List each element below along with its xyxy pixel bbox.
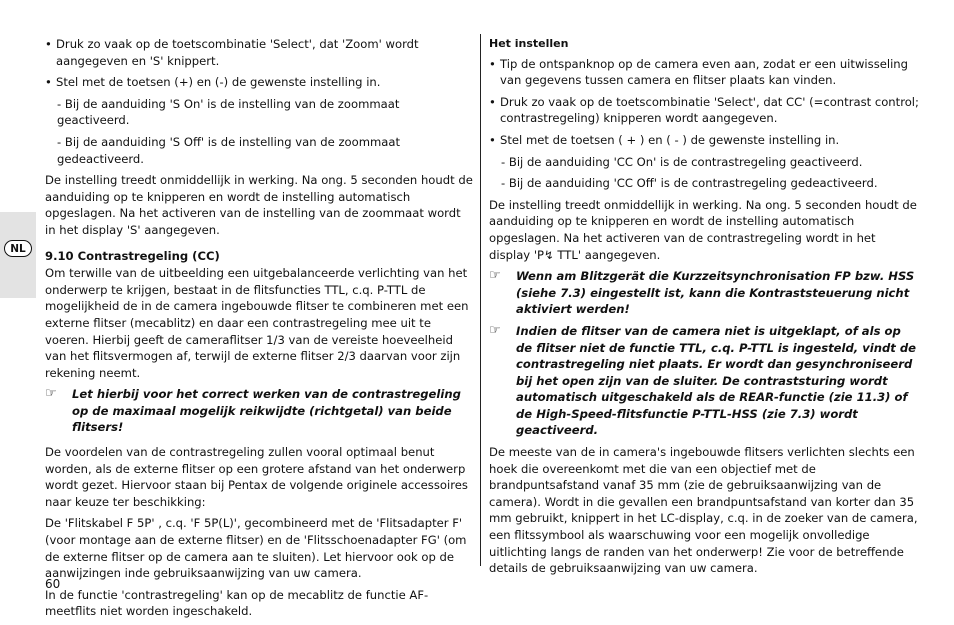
- bullet-icon: •: [45, 37, 52, 51]
- note: [45, 386, 473, 436]
- dash-item: - Bij de aanduiding 'CC On' is de contrastregeling geactiveerd.: [501, 154, 863, 169]
- page-number: 60: [45, 577, 61, 591]
- dash-item: - Bij de aanduiding 'S Off' is de instelling van de zoommaat gedeactiveerd.: [57, 134, 401, 166]
- list-item: [489, 56, 919, 89]
- left-column: [45, 36, 473, 625]
- list-item: [45, 74, 473, 91]
- note: [489, 268, 919, 318]
- paragraph: In de functie 'contrastregeling' kan op de mecablitz de functie AF-meetflits niet worden ingeschakeld.: [45, 587, 429, 619]
- subheading: Het instellen: [489, 37, 569, 50]
- dash-item: - Bij de aanduiding 'S On' is de instelling van de zoommaat geactiveerd.: [57, 96, 400, 128]
- note-text: Let hierbij voor het correct werken van de contrastregeling op de maximaal mogelijk reikwijdte (richtgetal) van beide flitsers!: [72, 387, 461, 435]
- note-text: Wenn am Blitzgerät die Kurzzeitsynchronisation FP bzw. HSS (siehe 7.3) eingestellt ist, kann die Kontraststeuerung nicht aktiviert werden!: [516, 269, 915, 317]
- section-heading: 9.10 Contrastregeling (CC): [45, 248, 220, 263]
- paragraph: De 'Flitskabel F 5P' , c.q. 'F 5P(L)', gecombineerd met de 'Flitsadapter F' (voor montage aan de externe flitser) en de 'Flitsschoenadapter FG' (om de externe flitser op de camera aan te sluiten). Let hiervoor ook op de aanwijzingen inde gebruiksaanwijzing van uw camera.: [45, 516, 467, 581]
- paragraph: De meeste van de in camera's ingebouwde flitsers verlichten slechts een hoek die overeenkomt met die van een objectief met de brandpuntsafstand vanaf 35 mm (zie de gebruiksaanwijzing van de camera). Wordt in die gevallen een brandpuntsafstand van korter dan 35 mm gebruikt, knippert in het LC-display, c.q. in de zoeker van de camera, een flitssymbool als waarschuwing voor een mogelijk onvolledige uitlichting langs de randen van het onderwerp! Zie voor de betreffende details de gebruiksaanwijzing van uw camera.: [489, 445, 918, 576]
- paragraph: De instelling treedt onmiddellijk in werking. Na ong. 5 seconden houdt de aanduiding op te knipperen en wordt de instelling automatisch opgeslagen. Na het activeren van de contrastregeling wordt in het display 'P↯ TTL' aangegeven.: [489, 197, 917, 262]
- language-badge: NL: [4, 240, 32, 257]
- pointing-hand-icon: ☞: [489, 268, 501, 284]
- list-item: [489, 94, 919, 127]
- bullet-text: Stel met de toetsen (+) en (-) de gewenste instelling in.: [56, 75, 381, 90]
- column-divider: [480, 34, 481, 566]
- bullet-icon: •: [489, 94, 496, 109]
- paragraph: Om terwille van de uitbeelding een uitgebalanceerde verlichting van het onderwerp te krijgen, bestaat in de flitsfuncties TTL, c.q. P-TTL de mogelijkheid de in de camera ingebouwde flitser te combineren met een externe flitser (mecablitz) en daar een contrastregeling mee uit te voeren. Hierbij geeft de cameraflitser 1/3 van de vereiste hoeveelheid van het flitsvermogen af, terwijl de externe flitser 2/3 daarvan voor zijn rekening neemt.: [45, 266, 469, 380]
- note-text: Indien de flitser van de camera niet is uitgeklapt, of als op de flitser niet de functie TTL, c.q. P-TTL is ingesteld, vindt de contrastregeling niet plaats. Er wordt dan gesynchroniseerd bij het open zijn van de sluiter. De contraststuring wordt automatisch uitgeschakeld als de REAR-functie (zie 11.3) of de High-Speed-flitsfunctie P-TTL-HSS (zie 7.3) wordt geactiveerd.: [516, 323, 917, 438]
- dash-item: - Bij de aanduiding 'CC Off' is de contrastregeling gedeactiveerd.: [501, 176, 878, 191]
- paragraph: De voordelen van de contrastregeling zullen vooral optimaal benut worden, als de externe flitser op een grotere afstand van het onderwerp wordt gezet. Hiervoor staan bij Pentax de volgende originele accessoires naar keuze ter beschikking:: [45, 445, 468, 509]
- bullet-text: Stel met de toetsen ( + ) en ( - ) de gewenste instelling in.: [500, 132, 840, 147]
- list-item: [489, 132, 919, 149]
- note: [489, 323, 919, 439]
- right-column: [489, 36, 919, 582]
- bullet-text: Druk zo vaak op de toetscombinatie 'Select', dat 'Zoom' wordt aangegeven en 'S' knippert.: [56, 37, 419, 68]
- bullet-text: Tip de ontspanknop op de camera even aan, zodat er een uitwisseling van gegevens tussen camera en flitser plaats kan vinden.: [500, 56, 909, 88]
- pointing-hand-icon: ☞: [45, 386, 57, 402]
- list-item: [45, 36, 473, 69]
- bullet-icon: •: [489, 56, 496, 71]
- paragraph: De instelling treedt onmiddellijk in werking. Na ong. 5 seconden houdt de aanduiding op te knipperen en wordt de instelling automatisch opgeslagen. Na het activeren van de instelling van de zoommaat wordt in het display 'S' aangegeven.: [45, 173, 473, 237]
- bullet-icon: •: [489, 132, 496, 147]
- pointing-hand-icon: ☞: [489, 322, 501, 338]
- bullet-text: Druk zo vaak op de toetscombinatie 'Select', dat CC' (=contrast control; contrastregeling) knipperen wordt aangegeven.: [500, 94, 919, 126]
- bullet-icon: •: [45, 75, 52, 90]
